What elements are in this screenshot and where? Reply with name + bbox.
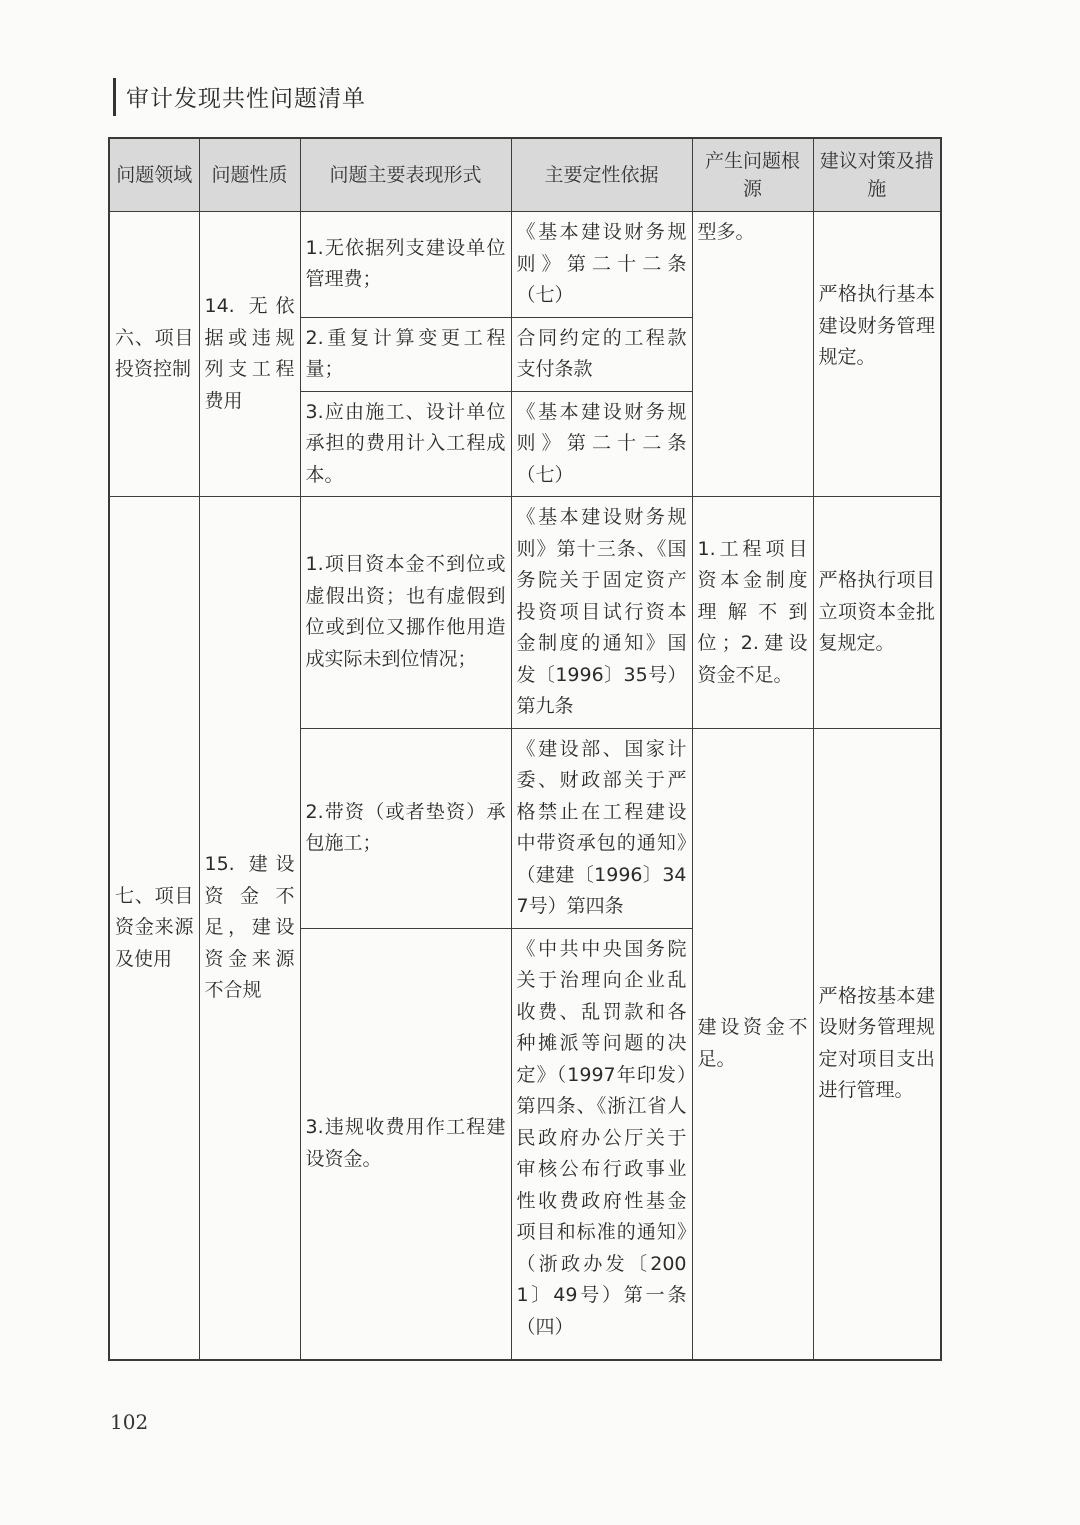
col-header-measures: 建议对策及措施 [813,138,941,212]
section7-domain: 七、项目资金来源及使用 [115,884,194,970]
section6-basis-1: 《基本建设财务规则》第二十二条（七） [511,212,692,318]
section6-domain: 六、项目投资控制 [115,326,194,380]
section6-measure-cell [813,212,941,497]
section6-form-3: 3.应由施工、设计单位承担的费用计入工程成本。 [300,391,511,497]
section7-nature: 15. 建设资金不足，建设资金来源不合规 [204,853,295,1001]
section7-basis-1: 《基本建设财务规则》第十三条、《国务院关于固定资产投资项目试行资本金制度的通知》国发〔1996〕35号）第九条 [511,497,692,729]
section7-basis-2: 《建设部、国家计委、财政部关于严格禁止在工程建设中带资承包的通知》（建建〔1996〕347号）第四条 [511,728,692,928]
section6-nature-cell [199,212,300,497]
col-header-source: 产生问题根源 [692,138,813,212]
section6-basis-2: 合同约定的工程款支付条款 [511,317,692,391]
section6-form-2: 2.重复计算变更工程量； [300,317,511,391]
section6-form-1: 1.无依据列支建设单位管理费； [300,212,511,318]
section7-measure-1: 严格执行项目立项资本金批复规定。 [813,497,941,729]
section7-basis-3: 《中共中央国务院关于治理向企业乱收费、乱罚款和各种摊派等问题的决定》（1997年印发）第四条、《浙江省人民政府办公厅关于审核公布行政事业性收费政府性基金项目和标准的通知》（浙政办发〔2001〕49号）第一条（四） [511,928,692,1360]
section6-basis-3: 《基本建设财务规则》第二十二条（七） [511,391,692,497]
header-rule [113,78,116,116]
section7-domain-cell [109,497,199,1360]
section7-source-2-cell [692,728,813,1360]
col-header-bases: 主要定性依据 [511,138,692,212]
table-row [109,212,941,318]
col-header-forms: 问题主要表现形式 [300,138,511,212]
section7-measure-2: 严格按基本建设财务管理规定对项目支出进行管理。 [818,984,935,1101]
col-header-nature: 问题性质 [199,138,300,212]
page-number: 102 [110,1410,149,1434]
table-row [109,497,941,729]
table-header-row [109,138,941,212]
section6-source-cell [692,212,813,497]
section7-measure-2-cell [813,728,941,1360]
section7-form-1: 1.项目资本金不到位或虚假出资；也有虚假到位或到位又挪作他用造成实际未到位情况； [300,497,511,729]
section7-nature-cell [199,497,300,1360]
section6-nature: 14. 无依据或违规列支工程费用 [204,295,295,412]
audit-issues-table [108,137,942,1361]
section7-source-2: 建设资金不足。 [697,1016,808,1070]
section6-measure: 严格执行基本建设财务管理规定。 [818,283,935,369]
section7-source-1: 1.工程项目资本金制度理解不到位；2.建设资金不足。 [692,497,813,729]
col-header-domain: 问题领域 [109,138,199,212]
section7-form-2: 2.带资（或者垫资）承包施工； [300,728,511,928]
section6-source: 型多。 [697,221,755,243]
running-header-title: 审计发现共性问题清单 [126,86,366,112]
section7-form-3: 3.违规收费用作工程建设资金。 [300,928,511,1360]
section6-domain-cell [109,212,199,497]
